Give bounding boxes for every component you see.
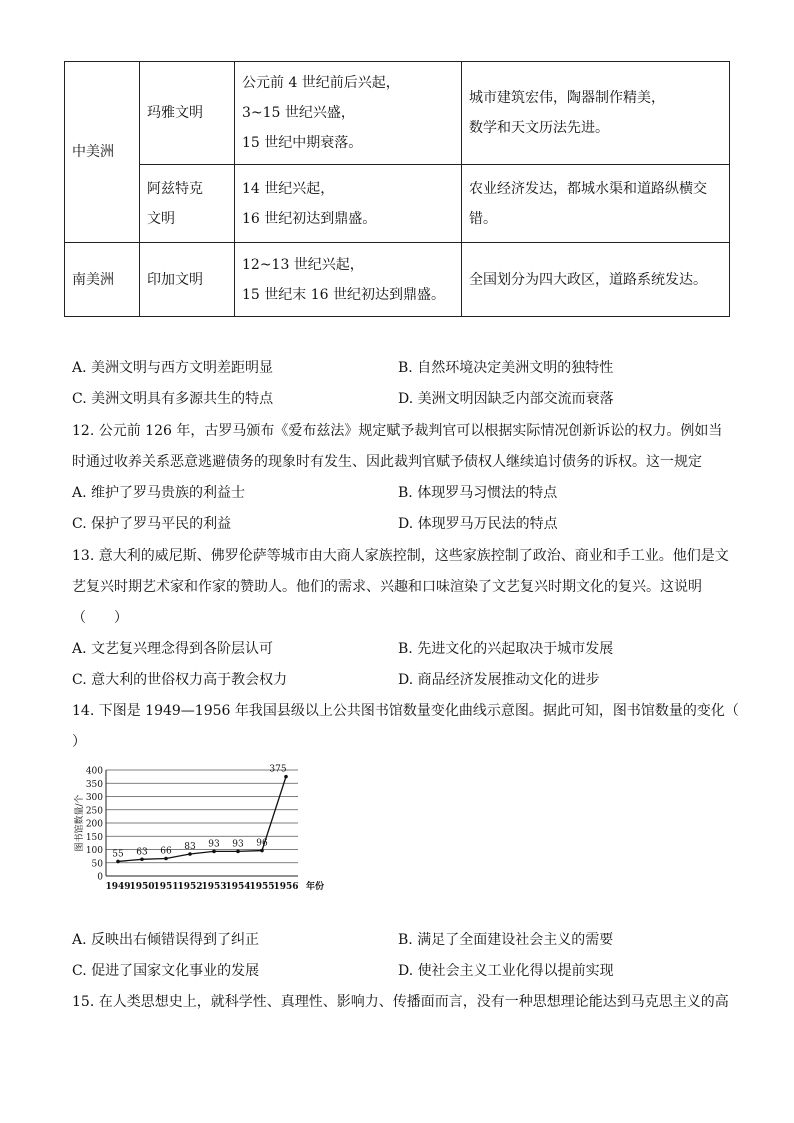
data-label: 96: [256, 838, 268, 849]
q11-option-d[interactable]: D. 美洲文明因缺乏内部交流而衰落: [398, 391, 614, 407]
region-cell: 南美洲: [65, 243, 140, 317]
q14-option-b[interactable]: B. 满足了全面建设社会主义的需要: [398, 932, 614, 948]
y-tick-label: 150: [85, 832, 103, 843]
data-point: [212, 850, 216, 854]
q12-option-d[interactable]: D. 体现罗马万民法的特点: [398, 516, 558, 532]
x-tick-label: 1949: [105, 882, 131, 892]
data-point: [284, 775, 288, 779]
q15-stem-line: 15. 在人类思想史上，就科学性、真理性、影响力、传播面而言，没有一种思想理论能达到马克思主义的高: [72, 994, 729, 1010]
x-tick-label: 1954: [225, 882, 251, 892]
feature-cell: 农业经济发达，都城水渠和道路纵横交错。: [462, 165, 730, 243]
q11-option-b[interactable]: B. 自然环境决定美洲文明的独特性: [398, 360, 614, 376]
x-tick-label: 1956: [273, 882, 299, 892]
y-tick-label: 100: [85, 846, 103, 856]
q13-stem-line: （ ）: [72, 610, 128, 626]
civilization-table: [64, 61, 730, 317]
civ-name-cell: 玛雅文明: [140, 62, 235, 165]
data-label: 93: [208, 839, 220, 850]
data-label: 63: [136, 847, 148, 858]
data-point: [236, 850, 240, 854]
data-point: [116, 860, 120, 864]
q14-option-d[interactable]: D. 使社会主义工业化得以提前实现: [398, 963, 614, 979]
data-point: [188, 852, 192, 856]
q12-stem-line: 时通过收养关系恶意逃避债务的现象时有发生、因此裁判官赋予债权人继续追讨债务的诉权。这一规定: [72, 454, 702, 470]
data-label: 55: [112, 849, 124, 860]
q12-option-c[interactable]: C. 保护了罗马平民的利益: [72, 516, 232, 532]
civ-name-cell: 阿兹特克 文明: [140, 165, 235, 243]
q14-option-a[interactable]: A. 反映出右倾错误得到了纠正: [72, 932, 260, 948]
data-point: [164, 857, 168, 861]
data-point: [260, 849, 264, 853]
q14-option-c[interactable]: C. 促进了国家文化事业的发展: [72, 963, 260, 979]
q12-stem-line: 12. 公元前 126 年，古罗马颁布《爱布兹法》规定赋予裁判官可以根据实际情况创新诉讼的权力。例如当: [72, 423, 723, 439]
region-cell: 中美洲: [65, 62, 140, 243]
q13-stem-line: 13. 意大利的威尼斯、佛罗伦萨等城市由大商人家族控制，这些家族控制了政治、商业和手工业。他们是文: [72, 548, 729, 564]
x-tick-label: 1952: [177, 882, 203, 892]
library-count-chart: [72, 762, 342, 912]
q13-option-d[interactable]: D. 商品经济发展推动文化的进步: [398, 672, 600, 688]
q12-option-b[interactable]: B. 体现罗马习惯法的特点: [398, 485, 558, 501]
y-tick-label: 350: [85, 779, 103, 790]
q13-option-b[interactable]: B. 先进文化的兴起取决于城市发展: [398, 641, 614, 657]
q13-stem-line: 艺复兴时期艺术家和作家的赞助人。他们的需求、兴趣和口味渲染了文艺复兴时期文化的复兴。这说明: [72, 579, 702, 595]
y-tick-label: 50: [91, 859, 103, 870]
feature-cell: 城市建筑宏伟，陶器制作精美， 数学和天文历法先进。: [462, 62, 730, 165]
q14-stem-line: 14. 下图是 1949—1956 年我国县级以上公共图书馆数量变化曲线示意图。据此可知，图书馆数量的变化（: [72, 703, 739, 719]
x-tick-label: 1955: [249, 882, 275, 892]
q11-option-a[interactable]: A. 美洲文明与西方文明差距明显: [72, 360, 274, 376]
time-cell: 12~13 世纪兴起， 15 世纪末 16 世纪初达到鼎盛。: [235, 243, 462, 317]
x-tick-label: 1951: [153, 882, 179, 892]
feature-cell: 全国划分为四大政区，道路系统发达。: [462, 243, 730, 317]
q14-stem-line: ）: [72, 734, 86, 750]
y-tick-label: 400: [85, 766, 103, 777]
civ-name-cell: 印加文明: [140, 243, 235, 317]
data-label: 66: [160, 846, 172, 857]
q13-option-a[interactable]: A. 文艺复兴理念得到各阶层认可: [72, 641, 274, 657]
time-cell: 14 世纪兴起， 16 世纪初达到鼎盛。: [235, 165, 462, 243]
y-tick-label: 250: [85, 806, 103, 817]
y-axis-title: 图书馆数量/个: [75, 794, 85, 852]
x-tick-label: 1950: [129, 882, 155, 892]
data-label: 83: [184, 842, 196, 853]
data-label: 375: [269, 764, 287, 775]
y-tick-label: 0: [97, 872, 103, 883]
x-axis-title: 年份: [306, 882, 325, 892]
q11-option-c[interactable]: C. 美洲文明具有多源共生的特点: [72, 391, 274, 407]
data-label: 93: [232, 839, 244, 850]
y-tick-label: 200: [85, 819, 103, 830]
y-tick-label: 300: [85, 793, 103, 803]
x-tick-label: 1953: [201, 882, 227, 892]
q12-option-a[interactable]: A. 维护了罗马贵族的利益士: [72, 485, 246, 501]
time-cell: 公元前 4 世纪前后兴起， 3~15 世纪兴盛， 15 世纪中期衰落。: [235, 62, 462, 165]
q13-option-c[interactable]: C. 意大利的世俗权力高于教会权力: [72, 672, 288, 688]
data-point: [140, 858, 144, 862]
